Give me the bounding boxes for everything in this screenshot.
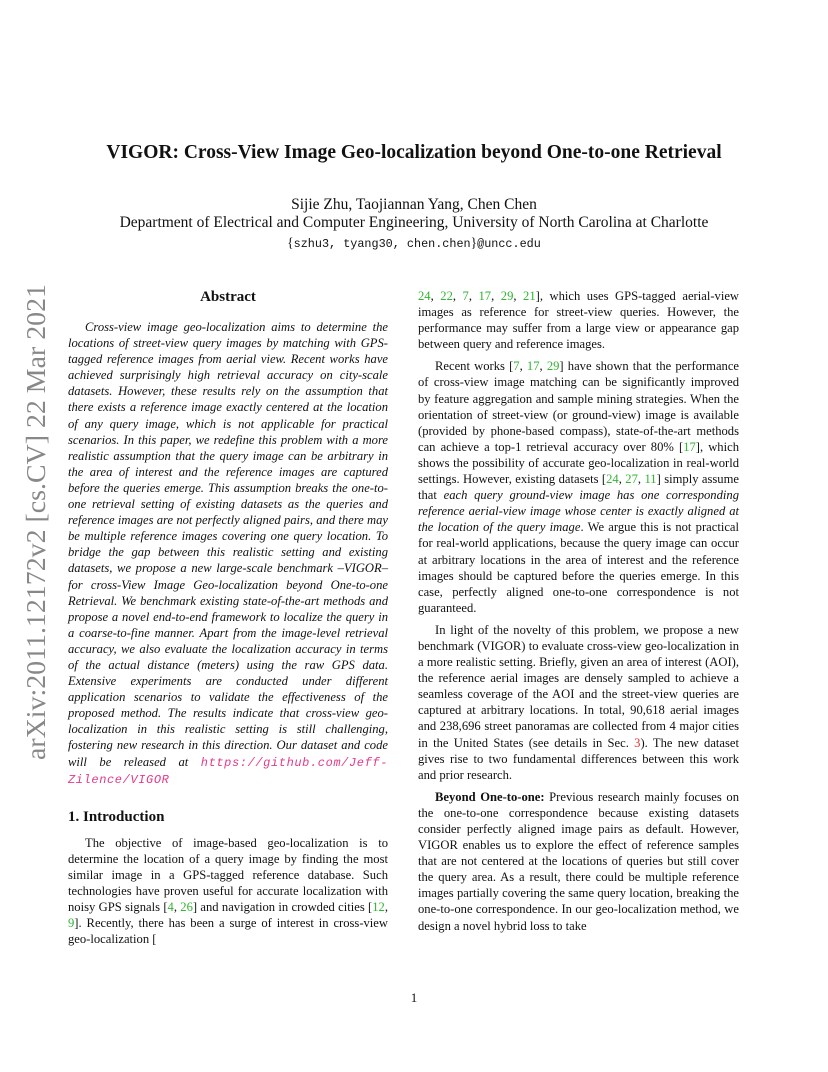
page-number: 1 xyxy=(410,990,418,1005)
paragraph-runin-heading: Beyond One-to-one: xyxy=(435,789,545,804)
affiliation: Department of Electrical and Computer Engineering, University of North Carolina at Charlotte xyxy=(119,214,709,231)
arxiv-id: arXiv:2011.12172v2 [cs.CV] 22 Mar 2021 xyxy=(21,299,51,760)
email-brace-close: } xyxy=(470,235,478,250)
paper-title: VIGOR: Cross-View Image Geo-localization beyond One-to-one Retrieval xyxy=(106,142,722,163)
citation-link[interactable]: 26 xyxy=(180,900,193,915)
author-emails xyxy=(60,235,768,252)
citation-link[interactable]: 9 xyxy=(68,916,75,931)
citation-link[interactable]: 17 xyxy=(683,439,696,454)
intro-paragraph-1-continued: 24, 22, 7, 17, 29, 21], which uses GPS-tagged aerial-view images as reference for street-view queries. However, the performance may suffer from a large view or appearance gap between query and reference images. xyxy=(418,289,740,352)
citation-link[interactable]: 29 xyxy=(500,289,514,303)
citation-link[interactable]: 11 xyxy=(644,472,657,487)
emphasized-assumption: each query ground-view image has one corresponding reference aerial-view image whose center is exactly aligned at the location of the query image xyxy=(418,488,739,535)
citation-link[interactable]: 7 xyxy=(513,359,520,374)
citation-link[interactable]: 24 xyxy=(418,289,431,303)
section-link[interactable]: 3 xyxy=(634,735,641,750)
arxiv-stamp xyxy=(19,282,53,760)
introduction-heading: 1. Introduction xyxy=(68,808,165,825)
left-column xyxy=(68,288,388,947)
citation-link[interactable]: 4 xyxy=(167,900,174,915)
right-column xyxy=(418,288,739,934)
email-brace-open: { xyxy=(287,235,294,250)
citation-link[interactable]: 24 xyxy=(606,472,619,487)
citation-link[interactable]: 22 xyxy=(440,289,453,303)
abstract-heading: Abstract xyxy=(200,289,256,305)
citation-link[interactable]: 21 xyxy=(523,289,536,303)
citation-link[interactable]: 27 xyxy=(625,472,638,487)
abstract-body: Cross-view image geo-localization aims to determine the locations of street-view query images by matching with GPS-tagged reference images from aerial view. Recent works have achieved surprisingly high retrieval accuracy on city-scale datasets. However, these results rely on the assumption that there exists a reference image exactly centered at the location of any query image, which is not applicable for practical scenarios. In this paper, we redefine this problem with a more realistic assumption that the query image can be arbitrary in the area of interest and the reference images are captured before the queries emerge. This assumption breaks the one-to-one retrieval setting of existing datasets as the queries and reference images are not perfectly aligned pairs, and there may be multiple reference images covering one query location. To bridge the gap between this realistic setting and existing datasets, we propose a new large-scale benchmark –VIGOR– for cross-View Image Geo-localization beyond One-to-one Retrieval. We benchmark existing state-of-the-art methods and propose a novel end-to-end framework to localize the query in a coarse-to-fine manner. Apart from the image-level retrieval accuracy, we also evaluate the localization accuracy in terms of the actual distance (meters) using the raw GPS data. Extensive experiments are conducted under different application scenarios to validate the effectiveness of the proposed method. The results indicate that cross-view geo-localization in this realistic setting is still challenging, fostering new research in this direction. Our dataset and code will be released at xyxy=(68,320,388,769)
citation-link[interactable]: 7 xyxy=(462,289,469,303)
citation-link[interactable]: 29 xyxy=(546,359,560,374)
citation-link[interactable]: 17 xyxy=(526,359,540,374)
intro-paragraph-1: The objective of image-based geo-localization is to determine the location of a query image by finding the most similar image in a GPS-tagged reference database. Such technologies have proven useful for accurate localization with noisy GPS signals [4, 26] and navigation in crowded cities [12, 9]. Recently, there has been a surge of interest in cross-view geo-localization [ xyxy=(68,835,388,947)
author-list: Sijie Zhu, Taojiannan Yang, Chen Chen xyxy=(291,196,537,213)
intro-paragraph-3: In light of the novelty of this problem, we propose a new benchmark (VIGOR) to evaluate cross-view geo-localization in a more realistic setting. Briefly, given an area of interest (AOI), the reference aerial images are densely sampled to achieve a seamless coverage of the AOI and the street-view queries are captured at arbitrary locations. In total, 90,618 aerial images and 238,696 street panoramas are collected from 4 major cities in the United States (see details in Sec. 3). The new dataset gives rise to two fundamental differences between this work and prior research. xyxy=(418,622,739,782)
citation-link[interactable]: 12 xyxy=(372,900,385,915)
abstract-text xyxy=(68,319,388,788)
email-domain: @uncc.edu xyxy=(477,237,541,251)
intro-paragraph-2: Recent works [7, 17, 29] have shown that the performance of cross-view image matching can be significantly improved by feature aggregation and sample mining strategies. When the orientation of street-view (or ground-view) image is available (provided by phone-based compass), state-of-the-art methods can achieve a top-1 retrieval accuracy over 80% [17], which shows the possibility of accurate geo-localization in real-world settings. However, existing datasets [24, 27, 11] simply assume that each query ground-view image has one corresponding reference aerial-view image whose center is exactly aligned at the location of the query image. We argue this is not practical for real-world applications, because the query image can occur at arbitrary locations in the area of interest and the reference images should be captured before the queries emerge. In this case, perfectly aligned one-to-one correspondence is not guaranteed. xyxy=(418,359,740,615)
intro-paragraph-4: Beyond One-to-one: Previous research mainly focuses on the one-to-one correspondence because existing datasets consider perfectly aligned image pairs as default. However, VIGOR enables us to explore the effect of reference samples that are not centered at the locations of queries but still cover the query area. As a result, there could be multiple reference images partially covering the same query location, breaking the one-to-one correspondence. In our geo-localization method, we design a novel hybrid loss to take xyxy=(418,789,739,933)
citation-link[interactable]: 17 xyxy=(478,289,492,303)
code-link[interactable]: https://github.com/Jeff-Zilence/VIGOR xyxy=(68,755,388,787)
email-users: szhu3, tyang30, chen.chen xyxy=(293,237,471,251)
